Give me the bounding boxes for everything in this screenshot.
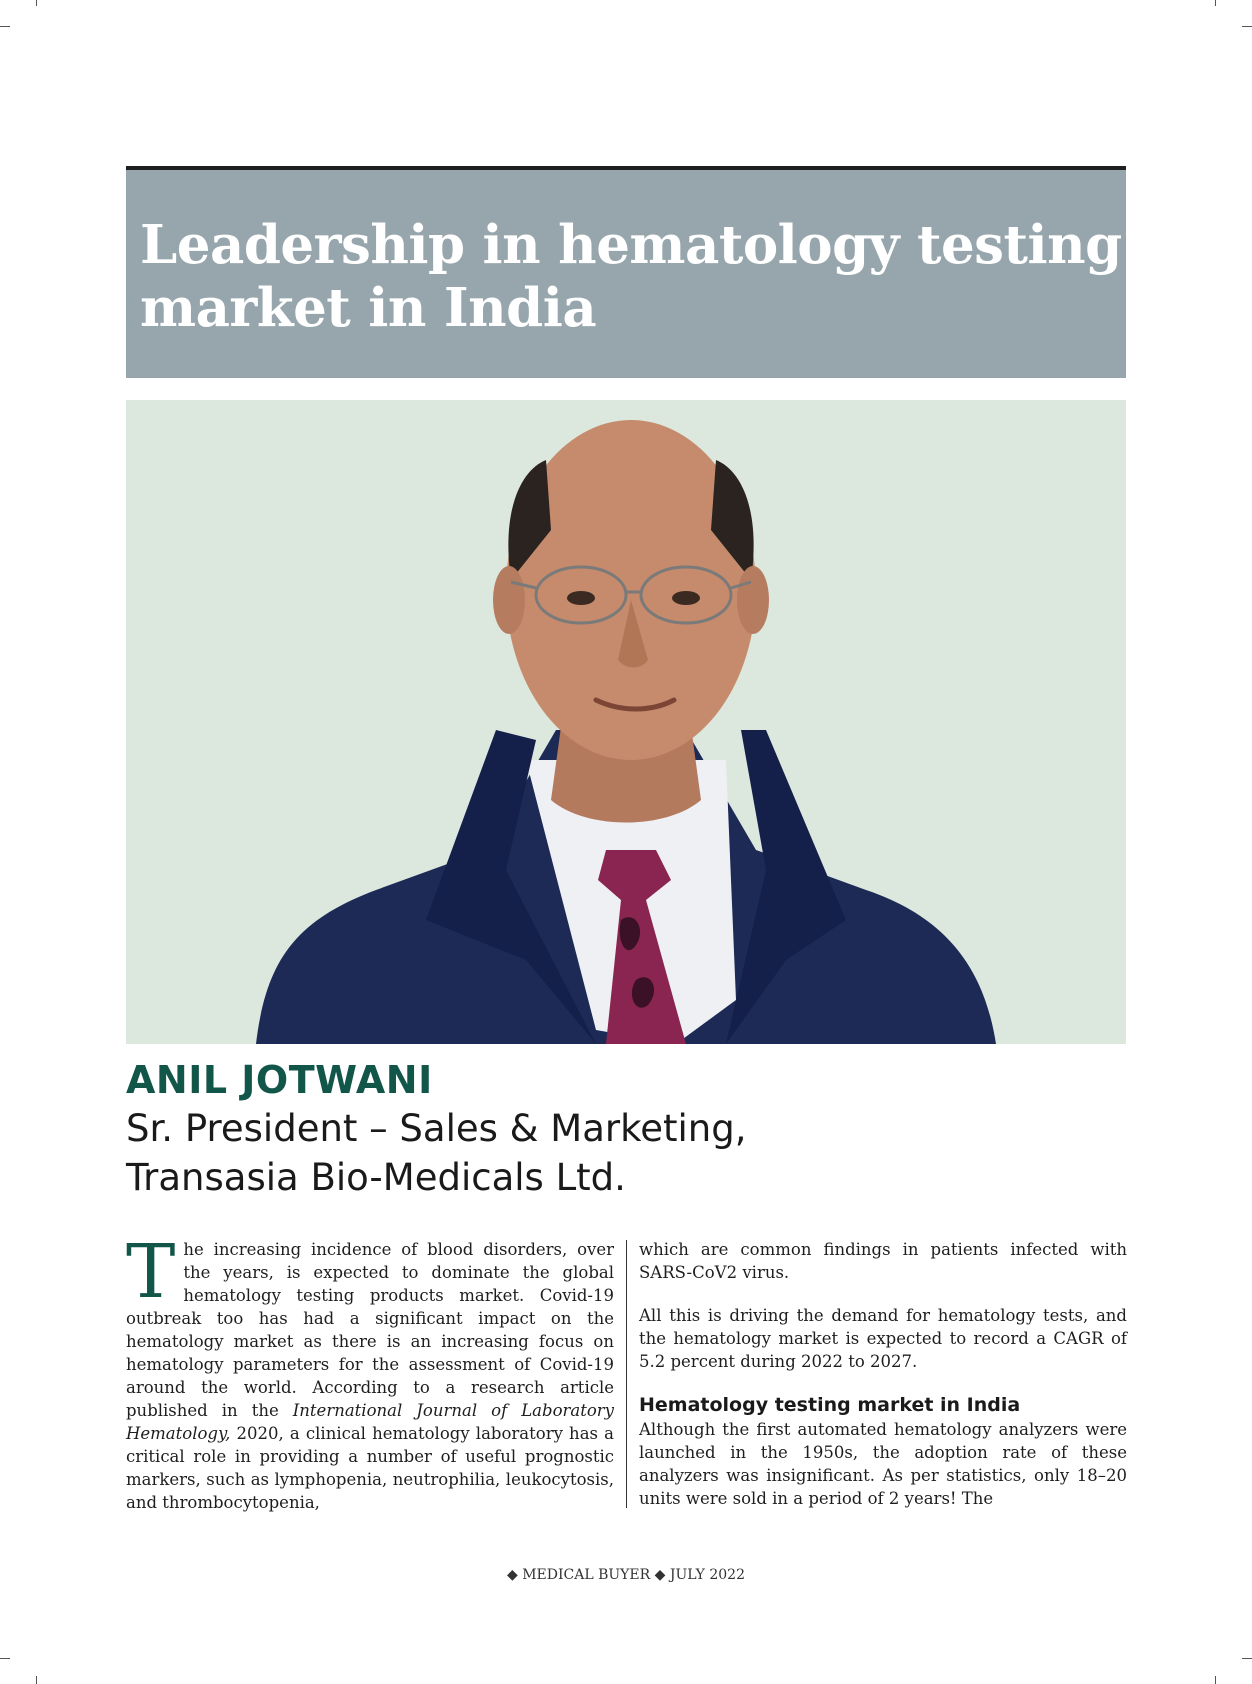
page-title: Leadership in hematology testing market in India (140, 214, 1122, 339)
crop-mark (1215, 0, 1216, 6)
crop-mark (36, 1676, 37, 1684)
article-column-left (126, 1229, 615, 1534)
crop-mark (1215, 1676, 1216, 1684)
crop-mark (0, 26, 10, 27)
article-paragraph: Although the first automated hematology analyzers were launched in the 1950s, the adoption rate of these analyzers was insignificant. As per statistics, only 18–20 units were sold in a period of 2 years! The (639, 1420, 1127, 1508)
title-band (126, 170, 1126, 378)
drop-cap: T (126, 1229, 176, 1315)
article-text: 2020, a clinical hematology laboratory has a critical role in providing a number of useful prognostic markers, such as lymphopenia, neutrophilia, leukocytosis, and thrombocytopenia, (126, 1424, 614, 1512)
journal-title: International Journal of Laboratory Hematology, (126, 1401, 615, 1443)
crop-mark (0, 1658, 10, 1659)
crop-mark (36, 0, 37, 6)
column-divider (626, 1240, 627, 1508)
portrait-illustration (126, 400, 1126, 1044)
portrait-photo (126, 400, 1126, 1044)
person-company: Transasia Bio-Medicals Ltd. (126, 1156, 626, 1199)
article-paragraph (126, 1229, 615, 1514)
article-paragraph: All this is driving the demand for hematology tests, and the hematology market is expected to record a CAGR of 5.2 percent during 2022 to 2027. (639, 1306, 1127, 1371)
person-role (126, 1104, 1026, 1202)
page-footer: ◆ MEDICAL BUYER ◆ JULY 2022 (507, 1567, 745, 1583)
article-column-right (639, 1238, 1127, 1530)
person-name: ANIL JOTWANI (126, 1058, 433, 1102)
article-text: he increasing incidence of blood disorders, over the years, is expected to dominate the global hematology testing products market. Covid-19 outbreak too has had a significant impact on the hematology market as there is an increasing focus on hematology parameters for the assessment of Covid-19 around the world. According to a research article published in the (126, 1240, 614, 1420)
person-title: Sr. President – Sales & Marketing, (126, 1107, 747, 1150)
crop-mark (1242, 1658, 1252, 1659)
section-subheading: Hematology testing market in India (639, 1394, 1021, 1416)
crop-mark (1242, 26, 1252, 27)
article-paragraph: which are common findings in patients infected with SARS-CoV2 virus. (639, 1240, 1127, 1282)
